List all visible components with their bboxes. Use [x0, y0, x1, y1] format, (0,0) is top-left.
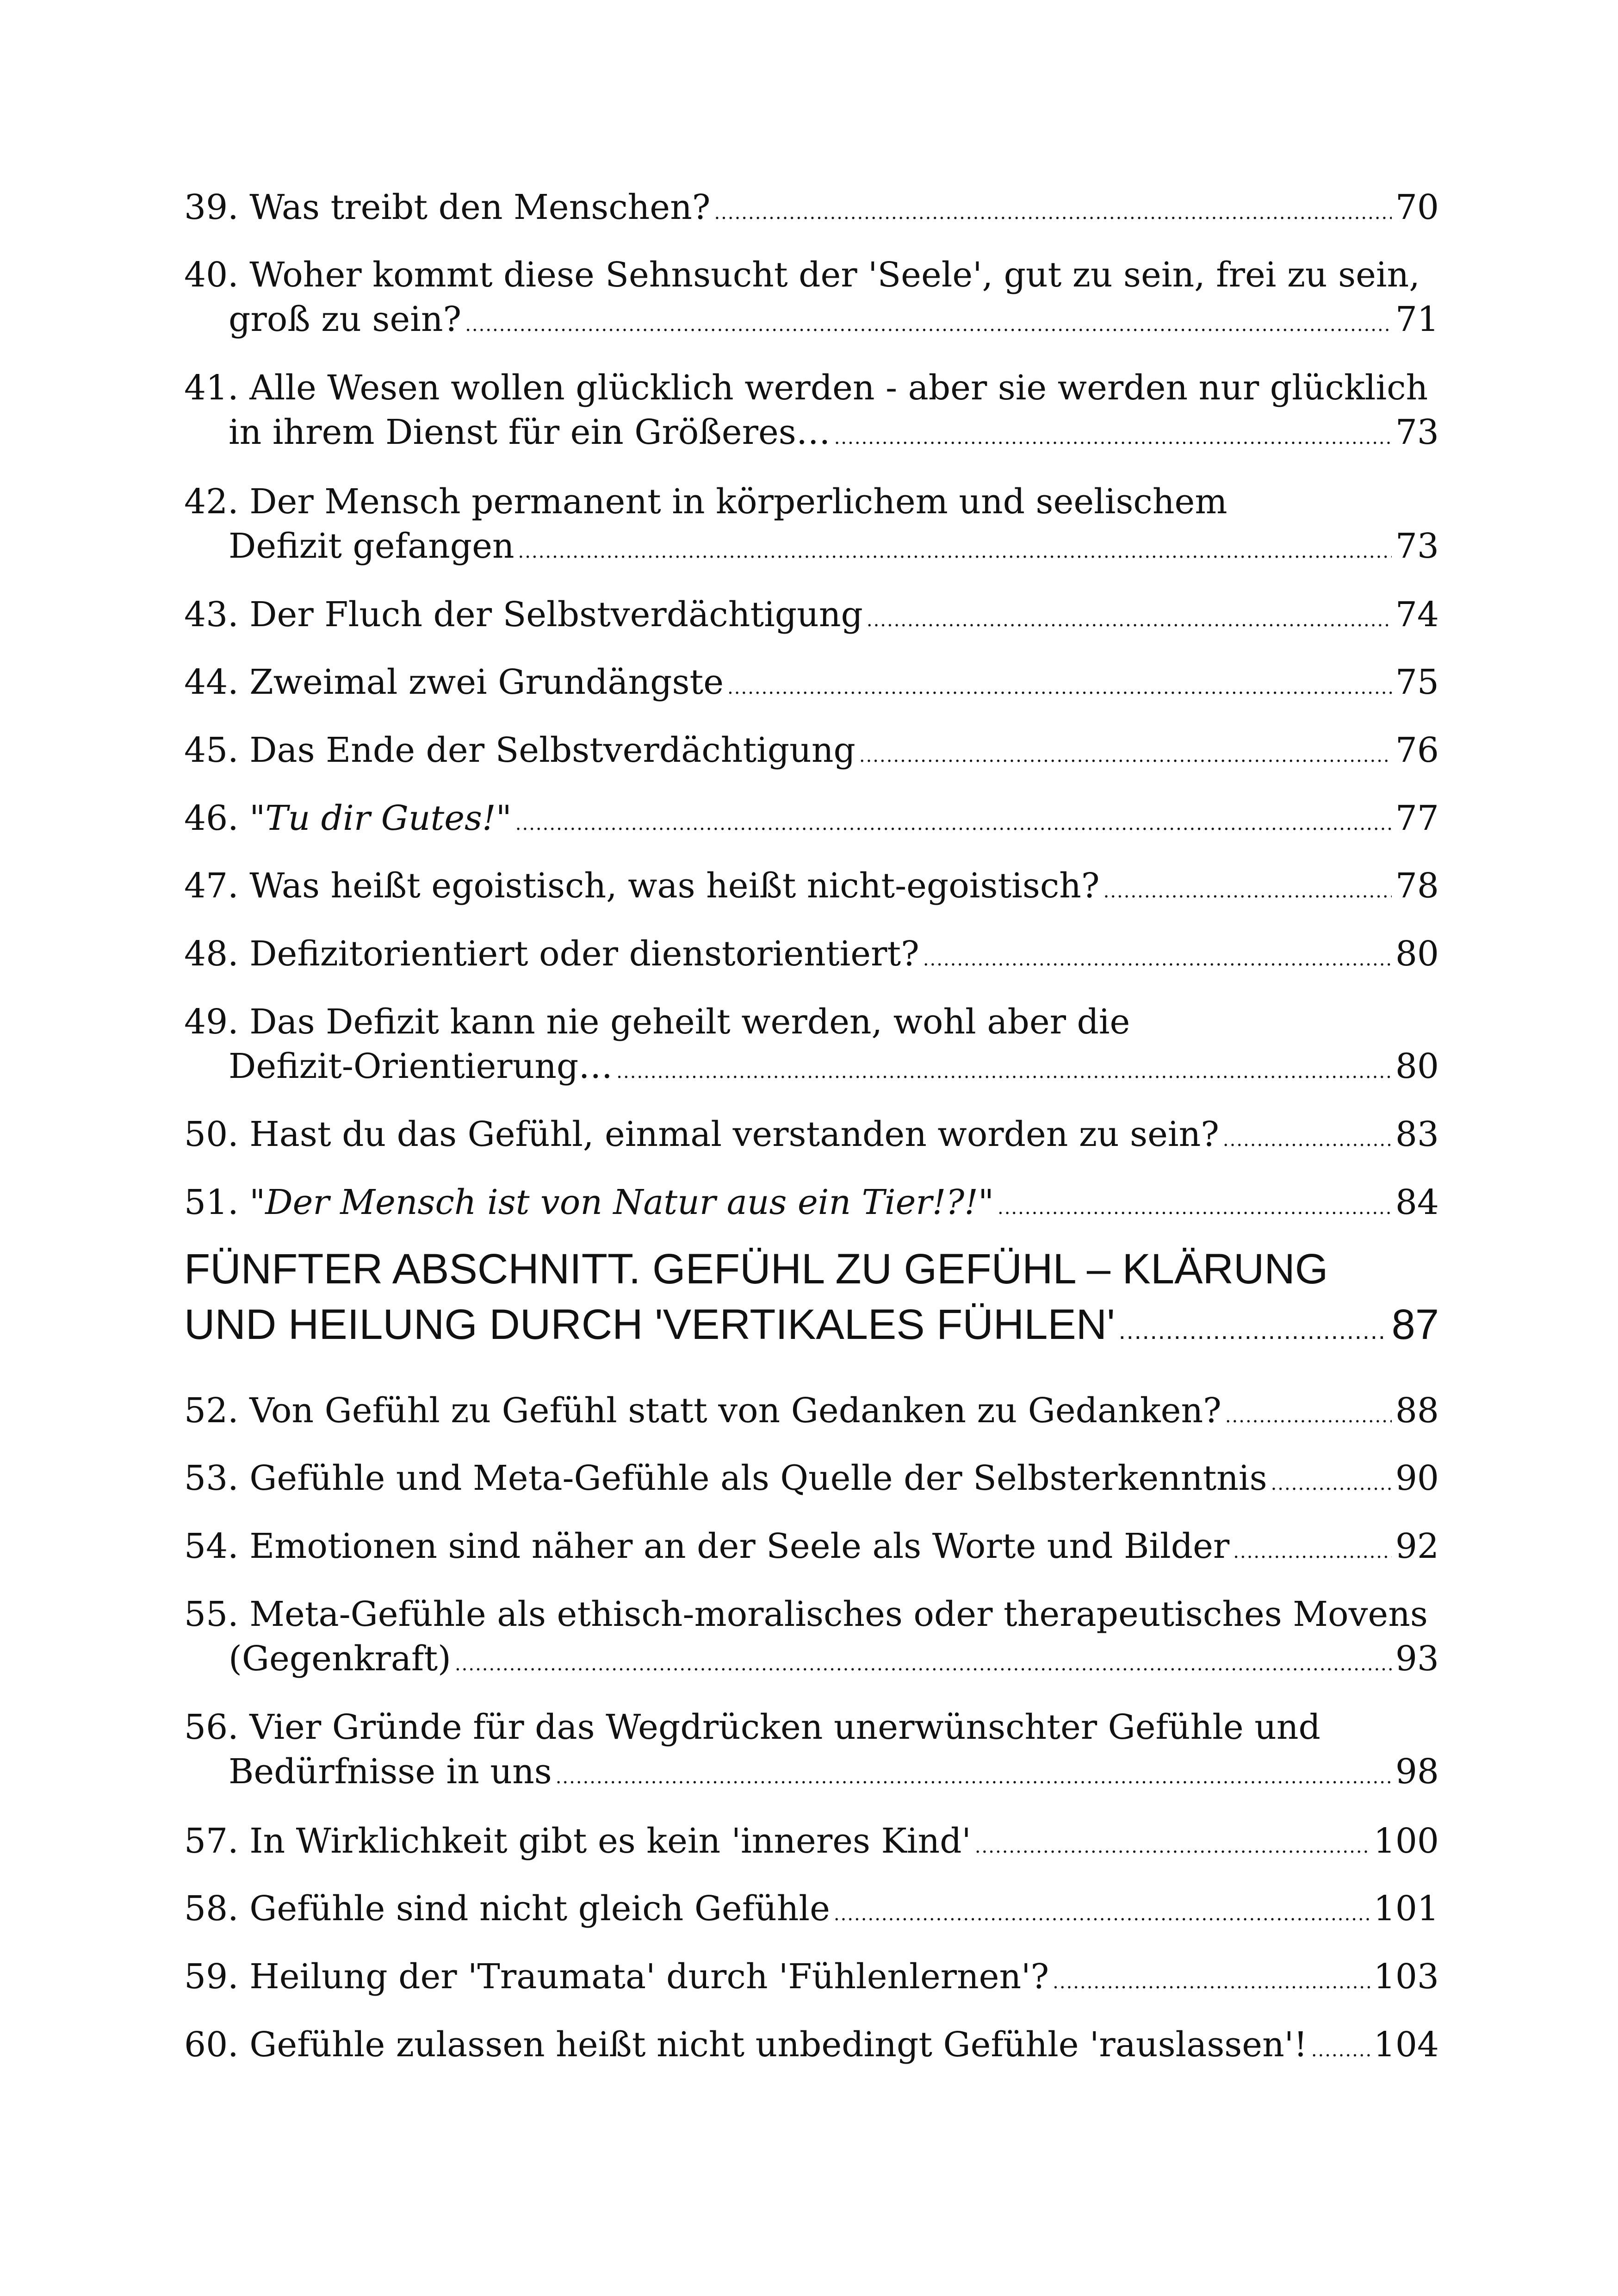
page-number: 76	[1395, 730, 1439, 770]
entry-title: Meta-Gefühle als ethisch-moralisches oder therapeutisches Movens	[249, 1594, 1428, 1634]
page-number: 74	[1395, 595, 1439, 635]
toc-entry-57[interactable]	[184, 1819, 1439, 1863]
page-number: 83	[1395, 1114, 1439, 1154]
dot-leader	[556, 1768, 1392, 1786]
dot-leader	[1311, 2041, 1370, 2060]
entry-title: Gefühle sind nicht gleich Gefühle	[249, 1889, 830, 1929]
dot-leader	[455, 1655, 1392, 1674]
page-number: 78	[1395, 866, 1439, 906]
toc-entry-41[interactable]	[184, 366, 1439, 454]
toc-entry-42[interactable]	[184, 479, 1439, 568]
page-number: 103	[1373, 1957, 1439, 1997]
entry-title: Hast du das Gefühl, einmal verstanden worden zu sein?	[249, 1114, 1219, 1154]
entry-title: Gefühle und Meta-Gefühle als Quelle der Selbsterkenntnis	[249, 1458, 1267, 1498]
toc-entry-60[interactable]	[184, 2022, 1439, 2067]
page-number: 87	[1391, 1301, 1439, 1348]
dot-leader	[1233, 1543, 1392, 1561]
entry-title: Der Mensch permanent in körperlichem und seelischem	[249, 482, 1227, 522]
entry-title: Von Gefühl zu Gefühl statt von Gedanken zu Gedanken?	[249, 1391, 1221, 1431]
entry-number: 43.	[184, 595, 239, 635]
dot-leader	[1223, 1131, 1392, 1149]
dot-leader	[834, 429, 1392, 447]
page-number: 92	[1395, 1526, 1439, 1566]
entry-title-continued: Bedürfnisse in uns	[229, 1752, 552, 1792]
entry-title: Zweimal zwei Grundängste	[249, 662, 724, 702]
entry-number: 49.	[184, 1002, 239, 1042]
toc-entry-40[interactable]	[184, 253, 1439, 342]
entry-number: 60.	[184, 2025, 239, 2065]
entry-number: 51.	[184, 1182, 239, 1222]
page-number: 98	[1395, 1752, 1439, 1792]
page-number: 73	[1395, 526, 1439, 566]
toc-entry-50[interactable]	[184, 1112, 1439, 1157]
section-heading[interactable]	[184, 1241, 1439, 1352]
dot-leader	[1271, 1475, 1392, 1493]
entry-title-continued: in ihrem Dienst für ein Größeres…	[229, 412, 831, 452]
toc-entry-46[interactable]	[184, 796, 1439, 840]
toc-entry-58[interactable]	[184, 1886, 1439, 1931]
toc-entry-55[interactable]	[184, 1592, 1439, 1681]
toc-entry-47[interactable]	[184, 864, 1439, 908]
section-title-line2: UND HEILUNG DURCH 'VERTIKALES FÜHLEN'	[184, 1301, 1115, 1348]
dot-leader	[1053, 1973, 1370, 1991]
page-number: 104	[1373, 2025, 1439, 2065]
entry-title-continued: (Gegenkraft)	[229, 1639, 451, 1679]
page-number: 77	[1395, 798, 1439, 838]
page-number: 84	[1395, 1182, 1439, 1222]
entry-title-continued: Defizit gefangen	[229, 526, 515, 566]
dot-leader	[1225, 1407, 1392, 1425]
dot-leader	[1103, 882, 1392, 901]
toc-entry-48[interactable]	[184, 932, 1439, 976]
entry-title: "Der Mensch ist von Natur aus ein Tier!?!"	[249, 1182, 994, 1222]
entry-title: Woher kommt diese Sehnsucht der 'Seele', gut zu sein, frei zu sein,	[249, 255, 1420, 295]
entry-number: 39.	[184, 187, 239, 227]
entry-title: "Tu dir Gutes!"	[249, 798, 512, 838]
entry-number: 47.	[184, 866, 239, 906]
page-number: 90	[1395, 1458, 1439, 1498]
entry-title: Vier Gründe für das Wegdrücken unerwünschter Gefühle und	[249, 1707, 1320, 1747]
entry-title: Heilung der 'Traumata' durch 'Fühlenlernen'?	[249, 1957, 1049, 1997]
entry-title: Defizitorientiert oder dienstorientiert?	[249, 934, 919, 974]
dot-leader	[465, 316, 1392, 334]
dot-leader	[975, 1837, 1370, 1856]
toc-entry-49[interactable]	[184, 1000, 1439, 1089]
entry-number: 42.	[184, 482, 239, 522]
entry-number: 41.	[184, 368, 239, 408]
toc-entry-59[interactable]	[184, 1954, 1439, 1999]
page-number: 71	[1395, 299, 1439, 339]
dot-leader	[727, 678, 1392, 697]
dot-leader	[867, 611, 1392, 629]
page-number: 93	[1395, 1639, 1439, 1679]
entry-title: Emotionen sind näher an der Seele als Worte und Bilder	[249, 1526, 1230, 1566]
page-number: 101	[1373, 1889, 1439, 1929]
entry-title: Alle Wesen wollen glücklich werden - aber sie werden nur glücklich	[249, 368, 1428, 408]
page-number: 100	[1373, 1821, 1439, 1861]
entry-number: 55.	[184, 1594, 239, 1634]
section-title-line1: FÜNFTER ABSCHNITT. GEFÜHL ZU GEFÜHL – KLÄRUNG	[184, 1245, 1328, 1293]
dot-leader	[998, 1199, 1392, 1217]
entry-title: Was heißt egoistisch, was heißt nicht-egoistisch?	[249, 866, 1100, 906]
toc-entry-39[interactable]	[184, 185, 1439, 230]
entry-number: 48.	[184, 934, 239, 974]
dot-leader	[515, 815, 1392, 833]
toc-entry-53[interactable]	[184, 1456, 1439, 1500]
dot-leader	[616, 1063, 1392, 1081]
dot-leader	[834, 1905, 1370, 1923]
entry-title: Der Fluch der Selbstverdächtigung	[249, 595, 863, 635]
toc-entry-51[interactable]	[184, 1180, 1439, 1225]
dot-leader	[1119, 1318, 1388, 1343]
toc-entry-44[interactable]	[184, 660, 1439, 704]
dot-leader	[859, 747, 1392, 765]
page-number: 80	[1395, 1046, 1439, 1086]
toc-entry-56[interactable]	[184, 1705, 1439, 1794]
entry-number: 57.	[184, 1821, 239, 1861]
toc-entry-45[interactable]	[184, 728, 1439, 772]
entry-number: 54.	[184, 1526, 239, 1566]
entry-number: 46.	[184, 798, 239, 838]
toc-entry-52[interactable]	[184, 1388, 1439, 1433]
entry-title-continued: Defizit-Orientierung…	[229, 1046, 613, 1086]
entry-number: 50.	[184, 1114, 239, 1154]
entry-number: 58.	[184, 1889, 239, 1929]
entry-title: Das Defizit kann nie geheilt werden, wohl aber die	[249, 1002, 1130, 1042]
page-number: 80	[1395, 934, 1439, 974]
entry-title-continued: groß zu sein?	[229, 299, 462, 339]
entry-title: Was treibt den Menschen?	[249, 187, 711, 227]
dot-leader	[923, 950, 1392, 969]
entry-title: In Wirklichkeit gibt es kein 'inneres Kind'	[249, 1821, 971, 1861]
page-number: 73	[1395, 412, 1439, 452]
entry-number: 56.	[184, 1707, 239, 1747]
page-number: 75	[1395, 662, 1439, 702]
entry-number: 59.	[184, 1957, 239, 1997]
page-number: 88	[1395, 1391, 1439, 1431]
dot-leader	[518, 542, 1392, 561]
entry-number: 45.	[184, 730, 239, 770]
entry-number: 53.	[184, 1458, 239, 1498]
dot-leader	[714, 204, 1391, 222]
toc-entry-54[interactable]	[184, 1524, 1439, 1568]
page-number: 70	[1395, 187, 1439, 227]
toc-entry-43[interactable]	[184, 592, 1439, 637]
entry-number: 52.	[184, 1391, 239, 1431]
entry-number: 44.	[184, 662, 239, 702]
entry-number: 40.	[184, 255, 239, 295]
entry-title: Das Ende der Selbstverdächtigung	[249, 730, 855, 770]
entry-title: Gefühle zulassen heißt nicht unbedingt Gefühle 'rauslassen'!	[249, 2025, 1308, 2065]
